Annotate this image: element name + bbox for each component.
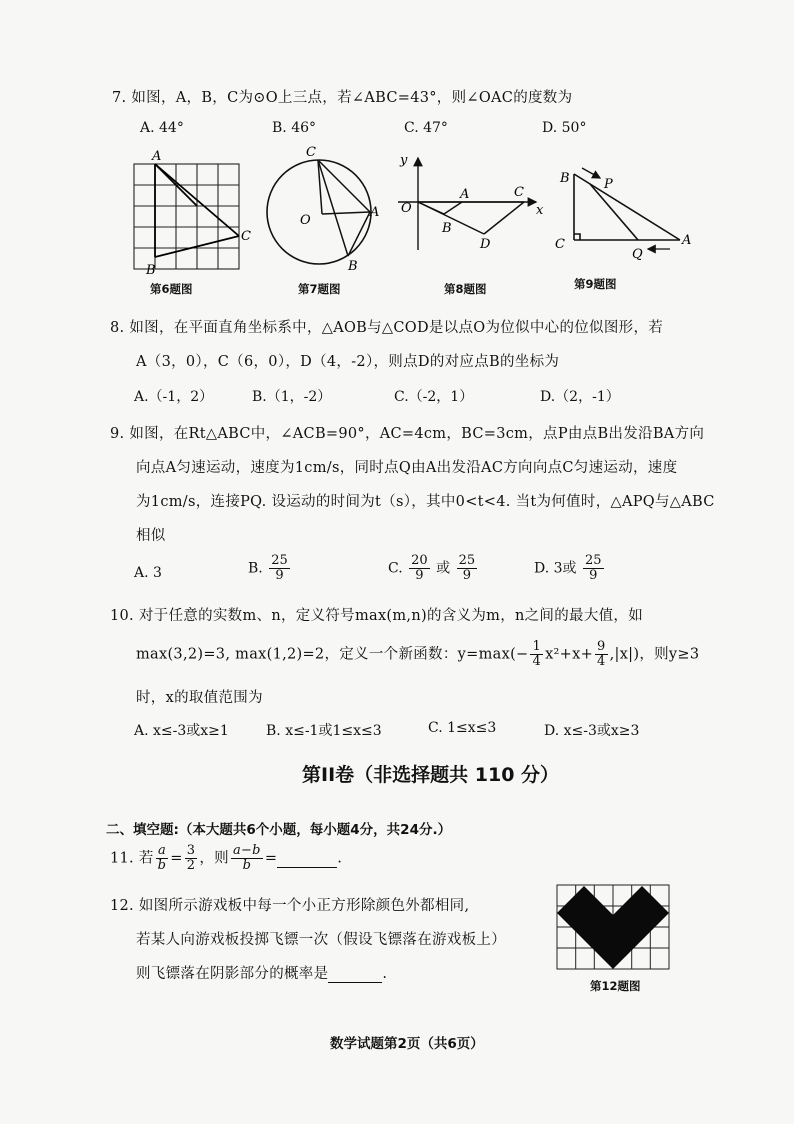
q11-fraction-3 (231, 844, 263, 873)
q11-f2-num: 3 (186, 843, 196, 858)
q9-line3: 为1cm/s，连接PQ. 设运动的时间为t（s），其中0<t<4. 当t为何值时，△APQ与△ABC (136, 494, 715, 510)
q9-line1: 9. 如图，在Rt△ABC中，∠ACB=90°，AC=4cm，BC=3cm，点P由点B出发沿BA方向 (110, 426, 705, 442)
q11-prefix: 11. 若 (110, 850, 154, 867)
q9-option-b-prefix: B. (248, 560, 263, 577)
q11-suffix: = (264, 850, 278, 867)
fig12-caption: 第12题图 (590, 979, 641, 993)
q11-fraction-1 (156, 844, 169, 873)
q9-option-c-prefix: C. (388, 560, 403, 577)
fig8-label-a: A (460, 187, 470, 202)
q9-line4: 相似 (136, 528, 166, 544)
q11-answer-blank[interactable] (277, 851, 337, 868)
fig7-label-b: B (348, 259, 358, 274)
q9-option-a: A. 3 (134, 565, 162, 581)
section-title: 第II卷（非选择题共 110 分） (302, 764, 560, 786)
page-footer: 数学试题第2页（共6页） (330, 1036, 484, 1052)
q12-end: . (382, 966, 388, 982)
q12-line3-text: 则飞镖落在阴影部分的概率是 (136, 966, 329, 982)
fig6-label-b: B (146, 263, 156, 276)
q10-f2-den: 4 (597, 654, 606, 669)
q11-f1-den: b (157, 858, 167, 873)
q11-f1-num: a (157, 843, 167, 858)
fig9-label-p: P (604, 177, 613, 192)
figure-7 (262, 144, 382, 274)
q8-option-a: A.（-1，2） (134, 389, 214, 405)
q9-c-num1: 20 (411, 553, 428, 568)
q10-option-c: C. 1≤x≤3 (428, 720, 497, 736)
q9-option-c-fraction-2 (457, 554, 478, 583)
fig9-label-b: B (560, 171, 570, 186)
q8-line2: A（3，0），C（6，0），D（4，-2），则点D的对应点B的坐标为 (136, 354, 560, 370)
fig8-label-x: x (536, 203, 544, 218)
fig8-caption: 第8题图 (444, 282, 487, 296)
q7-option-a: A. 44° (140, 120, 184, 136)
fig6-label-a: A (152, 149, 162, 164)
q11-f3-den: b (242, 858, 252, 873)
q11-eq: = (170, 850, 183, 867)
fig8-label-y: y (400, 153, 408, 168)
q9-line2: 向点A匀速运动，速度为1cm/s，同时点Q由A出发沿AC方向向点C匀速运动，速度 (136, 460, 678, 476)
q10-line2-b: x²+x+ (545, 646, 594, 663)
fig9-label-a: A (682, 233, 692, 248)
fig8-label-c: C (514, 185, 524, 200)
fig8-label-o: O (401, 201, 412, 216)
q7-option-c: C. 47° (404, 120, 448, 136)
figure-12 (556, 884, 670, 970)
q8-option-b: B.（1，-2） (252, 389, 332, 405)
q10-option-b: B. x≤-1或1≤x≤3 (266, 723, 382, 739)
fig9-triangle (574, 174, 680, 240)
q9-d-den: 9 (589, 568, 598, 583)
q10-f2-num: 9 (597, 639, 606, 654)
q10-line1: 10. 对于任意的实数m、n，定义符号max(m,n)的含义为m，n之间的最大值，如 (110, 608, 644, 624)
q9-d-num: 25 (585, 553, 602, 568)
q9-option-d-fraction (583, 554, 604, 583)
figure-6 (128, 146, 258, 276)
q7-stem: 7. 如图，A，B，C为⊙O上三点，若∠ABC=43°，则∠OAC的度数为 (112, 90, 573, 106)
q9-option-b-fraction (269, 554, 290, 583)
q12-line2: 若某人向游戏板投掷飞镖一次（假设飞镖落在游戏板上） (136, 932, 506, 948)
fig7-label-o: O (300, 213, 311, 228)
q10-line2-a: max(3,2)=3, max(1,2)=2，定义一个新函数：y=max(− (136, 646, 529, 663)
q11-f2-den: 2 (186, 858, 196, 873)
q11 (110, 844, 342, 873)
q8-option-d: D.（2，-1） (540, 389, 620, 405)
q9-option-c (388, 554, 479, 583)
fig8-label-b: B (442, 221, 452, 236)
q10-line3: 时，x的取值范围为 (136, 690, 263, 706)
q10-option-d: D. x≤-3或x≥3 (544, 723, 640, 739)
fig9-caption: 第9题图 (574, 277, 617, 291)
fig8-triangles (418, 202, 524, 234)
fig9-arrow-p (582, 168, 600, 178)
q9-c-den2: 9 (462, 568, 471, 583)
fig7-label-c: C (306, 145, 316, 160)
q10-line2 (136, 640, 699, 669)
fig7-label-a: A (370, 205, 380, 220)
fig6-grid (134, 164, 239, 269)
q10-fraction-1 (530, 640, 543, 669)
q10-f1-den: 4 (532, 654, 542, 669)
q10-option-a: A. x≤-3或x≥1 (134, 723, 229, 739)
fig7-caption: 第7题图 (298, 282, 341, 296)
q12-line1: 12. 如图所示游戏板中每一个小正方形除颜色外都相同, (110, 898, 470, 914)
q10-fraction-2 (595, 640, 608, 669)
part2-heading: 二、填空题:（本大题共6个小题，每小题4分，共24分.） (106, 822, 452, 838)
q10-f1-num: 1 (532, 639, 542, 654)
q8-option-c: C.（-2，1） (394, 389, 474, 405)
q9-option-c-mid: 或 (436, 560, 451, 577)
q9-option-c-fraction-1 (409, 554, 430, 583)
q11-mid: ，则 (199, 850, 229, 867)
q9-option-d-prefix: D. 3或 (534, 560, 577, 577)
q11-f3-num: a−b (232, 843, 261, 858)
q9-c-den1: 9 (415, 568, 424, 583)
q7-option-b: B. 46° (272, 120, 317, 136)
fig6-label-c: C (241, 229, 251, 244)
figure-9 (552, 160, 702, 270)
q9-c-num2: 25 (458, 553, 476, 568)
q10-line2-c: ,|x|)，则y≥3 (609, 646, 700, 663)
q11-fraction-2 (185, 844, 198, 873)
q12-answer-blank[interactable] (328, 966, 382, 983)
fig9-label-c: C (555, 237, 565, 252)
q7-option-d: D. 50° (542, 120, 587, 136)
q9-b-num: 25 (271, 553, 288, 568)
q9-b-den: 9 (275, 568, 284, 583)
fig6-caption: 第6题图 (150, 282, 193, 296)
q9-option-d (534, 554, 606, 583)
q8-line1: 8. 如图，在平面直角坐标系中，△AOB与△COD是以点O为位似中心的位似图形，若 (110, 320, 664, 336)
fig8-label-d: D (480, 237, 491, 252)
fig9-label-q: Q (632, 247, 643, 262)
figure-8 (396, 150, 556, 270)
q9-option-b (248, 554, 292, 583)
q11-end: . (337, 850, 343, 867)
q12-line3 (136, 962, 387, 983)
